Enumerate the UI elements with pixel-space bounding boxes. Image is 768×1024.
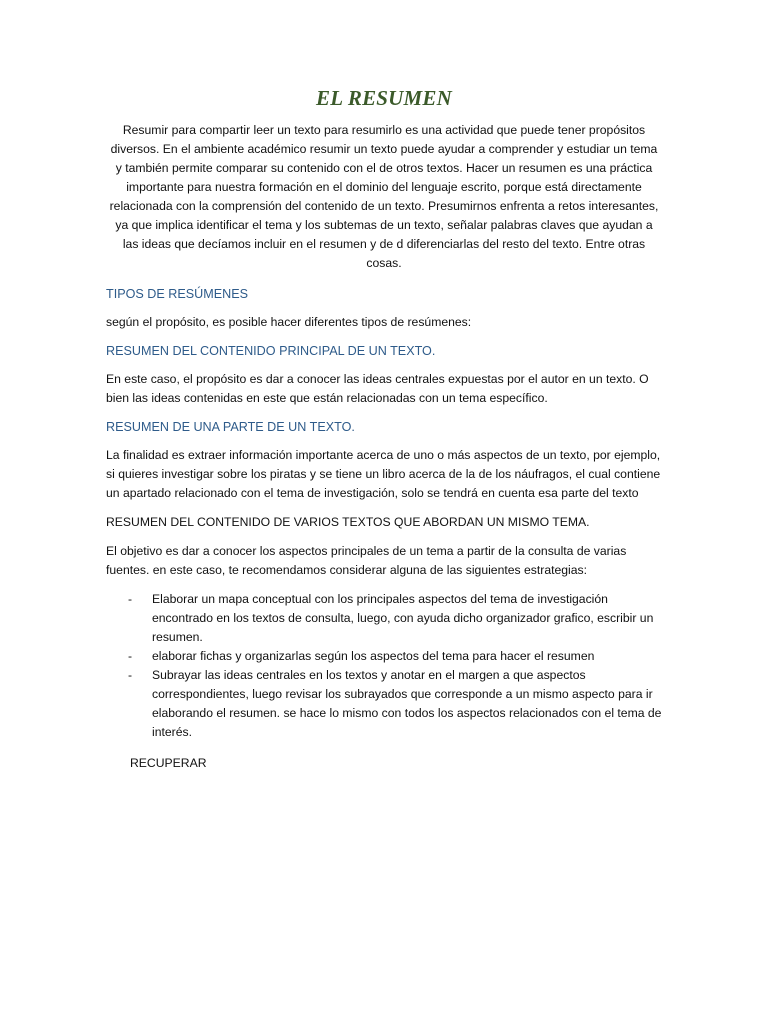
parte-texto-paragraph: La finalidad es extraer información importante acerca de uno o más aspectos de un texto, por ejemplo, si quieres investigar sobre los piratas y se tiene un libro acerca de la de los náufragos, el cual contiene un apartado relacionado con el tema de investigación, solo se tendrá en cuenta esa parte del texto [106, 448, 661, 500]
strategy-list [106, 590, 662, 742]
bullet-dash: - [128, 649, 133, 663]
heading-varios-textos: RESUMEN DEL CONTENIDO DE VARIOS TEXTOS QUE ABORDAN UN MISMO TEMA. [106, 515, 590, 529]
heading-contenido-principal: RESUMEN DEL CONTENIDO PRINCIPAL DE UN TEXTO. [106, 344, 436, 358]
document-page [106, 86, 662, 773]
document-title: EL RESUMEN [315, 86, 452, 110]
intro-paragraph: Resumir para compartir leer un texto para resumirlo es una actividad que puede tener propósitos diversos. En el ambiente académico resumir un texto puede ayudar a comprender y estudiar un tema y también permite comparar su contenido con el de otros textos. Hacer un resumen es una práctica importante para nuestra formación en el dominio del lenguaje escrito, porque está directamente relacionada con la comprensión del contenido de un texto. Presumirnos enfrenta a retos interesantes, ya que implica identificar el tema y los subtemas de un texto, señalar palabras claves que ayudan a las ideas que decíamos incluir en el resumen y de d diferenciarlas del resto del texto. Entre otras cosas. [109, 123, 659, 270]
list-item-text: elaborar fichas y organizarlas según los aspectos del tema para hacer el resumen [152, 649, 595, 663]
list-item [106, 666, 662, 742]
list-item-text: Subrayar las ideas centrales en los textos y anotar en el margen a que aspectos correspondientes, luego revisar los subrayados que corresponde a un mismo aspecto para ir elaborando el resumen. se hace lo mismo con todos los aspectos relacionados con el tema de interés. [152, 668, 662, 739]
heading-parte-texto: RESUMEN DE UNA PARTE DE UN TEXTO. [106, 420, 355, 434]
contenido-principal-paragraph: En este caso, el propósito es dar a conocer las ideas centrales expuestas por el autor en un texto. O bien las ideas contenidas en este que están relacionadas con un tema específico. [106, 372, 649, 405]
tipos-paragraph: según el propósito, es posible hacer diferentes tipos de resúmenes: [106, 315, 472, 329]
bullet-dash: - [128, 592, 133, 606]
heading-tipos: TIPOS DE RESÚMENES [106, 287, 249, 301]
list-item-text: Elaborar un mapa conceptual con los principales aspectos del tema de investigación encontrado en los textos de consulta, luego, con ayuda dicho organizador grafico, escribir un resumen. [152, 592, 654, 644]
varios-textos-paragraph: El objetivo es dar a conocer los aspectos principales de un tema a partir de la consulta de varias fuentes. en este caso, te recomendamos considerar alguna de las siguientes estrategias: [106, 544, 627, 577]
recuperar-label: RECUPERAR [130, 756, 207, 770]
list-item [106, 647, 662, 666]
bullet-dash: - [128, 668, 133, 682]
list-item [106, 590, 662, 647]
